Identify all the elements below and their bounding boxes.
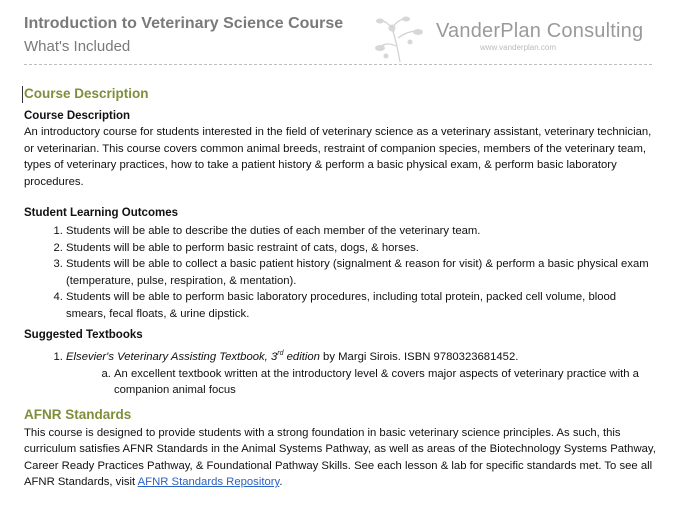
outcomes-list bbox=[24, 223, 658, 322]
brand-url: www.vanderplan.com bbox=[480, 43, 557, 52]
course-description-subheading: Course Description bbox=[24, 110, 131, 122]
textbook-title: Elsevier's Veterinary Assisting Textbook, 3 bbox=[66, 351, 278, 363]
document-subtitle: What's Included bbox=[24, 38, 131, 55]
list-item: 1. Students will be able to describe the duties of each member of the veterinary team. bbox=[66, 223, 658, 240]
textbook-edition-superscript: rd bbox=[277, 350, 284, 358]
textbook-edition-word: edition bbox=[283, 351, 320, 363]
textbook-item bbox=[66, 349, 658, 399]
textbooks-heading: Suggested Textbooks bbox=[24, 329, 143, 341]
textbooks-list bbox=[24, 349, 658, 399]
course-description-text: An introductory course for students interested in the field of veterinary science as a veterinary assistant, veterinary technician, or veterinarian. This course covers common animal breeds, restraint of companion species, members of the veterinary team, types of veterinary practices, how to take a patient history & perform a basic physical exam, & perform basic laboratory procedures. bbox=[24, 126, 652, 188]
list-item: 4. Students will be able to perform basic laboratory procedures, including total protein, packed cell volume, blood smears, fecal floats, & urine dipstick. bbox=[66, 289, 658, 322]
list-item: 3. Students will be able to collect a basic patient history (signalment & reason for visit) & perform a basic physical exam (temperature, pulse, respiration, & mentation). bbox=[66, 256, 658, 289]
header-divider bbox=[24, 64, 652, 65]
afnr-standards-body: This course is designed to provide students with a strong foundation in basic veterinary science principles. As such, this curriculum satisfies AFNR Standards in the Animal Systems Pathway, as well as areas of the Biotechnology Systems Pathway, Career Ready Practices Pathway, & Foundational Pathway Skills. See each lesson & lab for specific standards met. To see all AFNR Standards, visit bbox=[24, 426, 656, 488]
course-description-heading: Course Description bbox=[24, 86, 149, 101]
document-body bbox=[24, 84, 658, 491]
outcomes-heading: Student Learning Outcomes bbox=[24, 207, 178, 219]
afnr-standards-heading: AFNR Standards bbox=[24, 406, 132, 422]
afnr-standards-end: . bbox=[279, 476, 283, 488]
document-header bbox=[24, 12, 654, 68]
brand-name: VanderPlan Consulting bbox=[436, 20, 644, 42]
textbook-details: by Margi Sirois. ISBN 9780323681452. bbox=[319, 351, 519, 363]
textbook-note: a. An excellent textbook written at the introductory level & covers major aspects of veterinary practice with a companion animal focus bbox=[114, 366, 658, 399]
floral-logo-icon bbox=[370, 12, 432, 64]
afnr-repository-link[interactable]: AFNR Standards Repository bbox=[137, 476, 280, 488]
text-cursor bbox=[22, 86, 23, 103]
afnr-standards-text bbox=[24, 425, 658, 491]
list-item: 2. Students will be able to perform basic restraint of cats, dogs, & horses. bbox=[66, 240, 658, 257]
textbook-notes bbox=[66, 366, 658, 399]
document-title: Introduction to Veterinary Science Course bbox=[24, 15, 344, 32]
